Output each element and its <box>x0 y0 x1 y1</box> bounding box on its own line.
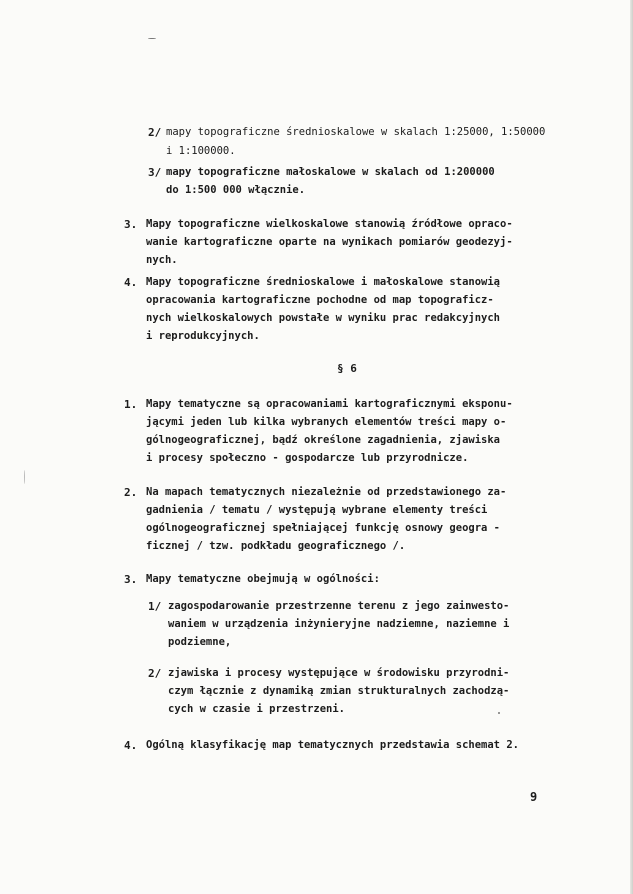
paragraph-4-line-4: i reprodukcyjnych. <box>146 330 260 342</box>
section6-p4-line: Ogólną klasyfikację map tematycznych przedstawia schemat 2. <box>146 739 519 751</box>
section6-p1-line-4: i procesy społeczno - gospodarcze lub przyrodnicze. <box>146 452 469 464</box>
section6-p1-line-3: gólnogeograficznej, bądź określone zagadnienia, zjawiska <box>146 434 501 446</box>
section6-p3-sub2-line-3: cych w czasie i przestrzeni. <box>168 703 346 715</box>
section6-p3-sub2-line-2: czym łącznie z dynamiką zmian strukturalnych zachodzą- <box>168 685 510 697</box>
section6-p3-sub1-marker: 1/ <box>148 600 162 613</box>
paragraph-4-line-3: nych wielkoskalowych powstałe w wyniku prac redakcyjnych <box>146 312 501 324</box>
section6-p3-sub1-line-2: waniem w urządzenia inżynieryjne nadziemne, naziemne i <box>168 618 510 630</box>
paragraph-number-4: 4. <box>124 276 138 289</box>
section6-number-2: 2. <box>124 486 138 499</box>
section6-number-1: 1. <box>124 398 138 411</box>
section6-p3-sub1-line-1: zagospodarowanie przestrzenne terenu z jego zainwesto- <box>168 600 510 612</box>
section-heading: § 6 <box>337 362 357 375</box>
section6-number-4: 4. <box>124 739 138 752</box>
paragraph-4-line-1: Mapy topograficzne średnioskalowe i małoskalowe stanowią <box>146 276 501 288</box>
section6-p1-line-1: Mapy tematyczne są opracowaniami kartograficznymi eksponu- <box>146 398 513 410</box>
section6-p2-line-2: gadnienia / tematu / występują wybrane elementy treści <box>146 504 488 516</box>
section6-p3-sub2-marker: 2/ <box>148 667 162 680</box>
subitem-2-line-2: i 1:100000. <box>166 145 236 157</box>
page-number: 9 <box>530 790 538 804</box>
paragraph-number-3: 3. <box>124 218 138 231</box>
section6-p2-line-3: ogólnogeograficznej spełniającej funkcję osnowy geogra - <box>146 522 501 534</box>
scan-speck <box>24 470 25 484</box>
subitem-marker-2: 2/ <box>148 126 162 139</box>
subitem-3-line-1: mapy topograficzne małoskalowe w skalach od 1:200000 <box>166 166 495 178</box>
paragraph-3-line-3: nych. <box>146 254 178 266</box>
subitem-3-line-2: do 1:500 000 włącznie. <box>166 184 306 196</box>
section6-p1-line-2: jącymi jeden lub kilka wybranych elementów treści mapy o- <box>146 416 507 428</box>
section6-number-3: 3. <box>124 573 138 586</box>
section6-p2-line-4: ficznej / tzw. podkładu geograficznego /. <box>146 540 406 552</box>
section6-p2-line-1: Na mapach tematycznych niezależnie od przedstawionego za- <box>146 486 507 498</box>
paragraph-3-line-1: Mapy topograficzne wielkoskalowe stanowią źródłowe opraco- <box>146 218 513 230</box>
section6-p3-intro: Mapy tematyczne obejmują w ogólności: <box>146 573 380 585</box>
scan-speck <box>498 712 500 714</box>
scan-speck <box>148 38 156 39</box>
section6-p3-sub2-line-1: zjawiska i procesy występujące w środowisku przyrodni- <box>168 667 510 679</box>
subitem-2-line-1: mapy topograficzne średnioskalowe w skalach 1:25000, 1:50000 <box>166 126 546 138</box>
paragraph-4-line-2: opracowania kartograficzne pochodne od map topograficz- <box>146 294 494 306</box>
paragraph-3-line-2: wanie kartograficzne oparte na wynikach pomiarów geodezyj- <box>146 236 513 248</box>
subitem-marker-3: 3/ <box>148 166 162 179</box>
section6-p3-sub1-line-3: podziemne, <box>168 636 232 648</box>
